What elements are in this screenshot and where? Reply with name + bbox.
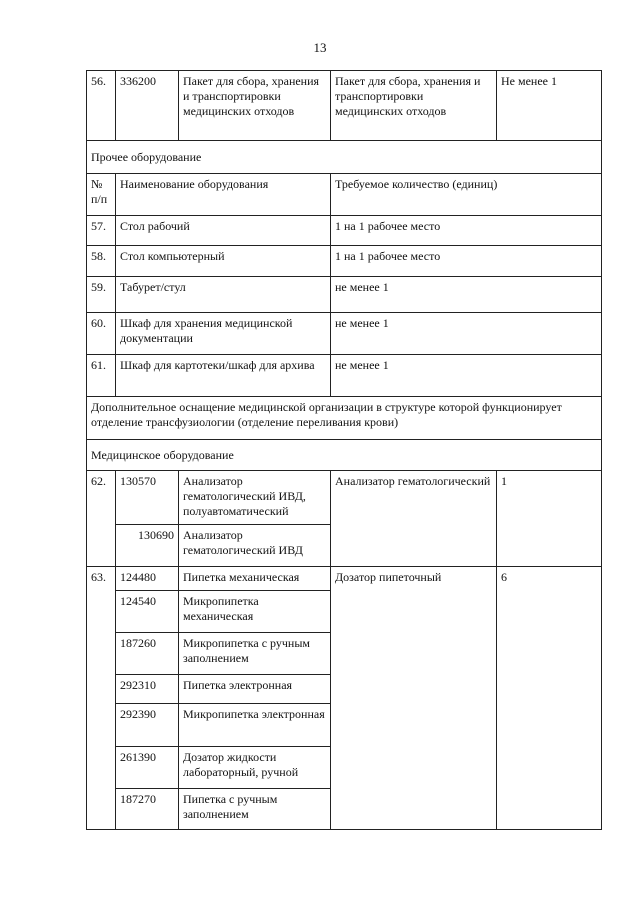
- item-code: 187270: [116, 789, 179, 830]
- table-row-59: [87, 277, 602, 313]
- equipment-type: Пакет для сбора, хранения и транспортировки медицинских отходов: [331, 71, 497, 141]
- equipment-name: Табурет/стул: [116, 277, 331, 313]
- item-name: Дозатор жидкости лабораторный, ручной: [179, 747, 331, 789]
- item-name: Пипетка механическая: [179, 567, 331, 591]
- table-row-56: [87, 71, 602, 141]
- section-other-equipment: Прочее оборудование: [87, 141, 602, 174]
- item-name: Анализатор гематологический ИВД: [179, 525, 331, 567]
- row-number: 62.: [87, 471, 116, 567]
- item-code: 130570: [116, 471, 179, 525]
- section-row: [87, 397, 602, 440]
- row-number: 56.: [87, 71, 116, 141]
- item-name: Пакет для сбора, хранения и транспортировки медицинских отходов: [179, 71, 331, 141]
- item-name: Микропипетка с ручным заполнением: [179, 633, 331, 675]
- item-name: Микропипетка механическая: [179, 591, 331, 633]
- table-row-61: [87, 355, 602, 397]
- section-row: [87, 440, 602, 471]
- required-quantity: не менее 1: [331, 313, 602, 355]
- item-name: Микропипетка электронная: [179, 704, 331, 747]
- equipment-type: Дозатор пипеточный: [331, 567, 497, 830]
- section-row: [87, 141, 602, 174]
- item-code: 292390: [116, 704, 179, 747]
- table-row-60: [87, 313, 602, 355]
- row-number: 60.: [87, 313, 116, 355]
- table-row-62: [87, 471, 602, 525]
- required-quantity: 1 на 1 рабочее место: [331, 216, 602, 246]
- equipment-table: [86, 70, 602, 830]
- page-number: 13: [313, 40, 327, 55]
- required-quantity: 6: [497, 567, 602, 830]
- header-number: № п/п: [87, 174, 116, 216]
- item-code: 130690: [116, 525, 179, 567]
- header-equipment-name: Наименование оборудования: [116, 174, 331, 216]
- item-code: 124480: [116, 567, 179, 591]
- table-row-63: [87, 567, 602, 591]
- row-number: 58.: [87, 246, 116, 277]
- item-name: Пипетка с ручным заполнением: [179, 789, 331, 830]
- item-code: 124540: [116, 591, 179, 633]
- equipment-type: Анализатор гематологический: [331, 471, 497, 567]
- item-code: 292310: [116, 675, 179, 704]
- item-code: 187260: [116, 633, 179, 675]
- equipment-name: Шкаф для хранения медицинской документации: [116, 313, 331, 355]
- equipment-name: Стол рабочий: [116, 216, 331, 246]
- row-number: 61.: [87, 355, 116, 397]
- required-quantity: 1 на 1 рабочее место: [331, 246, 602, 277]
- section-medical-equipment: Медицинское оборудование: [87, 440, 602, 471]
- header-required-quantity: Требуемое количество (единиц): [331, 174, 602, 216]
- table-row-57: [87, 216, 602, 246]
- required-quantity: 1: [497, 471, 602, 567]
- equipment-name: Шкаф для картотеки/шкаф для архива: [116, 355, 331, 397]
- item-name: Анализатор гематологический ИВД, полуавтоматический: [179, 471, 331, 525]
- row-number: 63.: [87, 567, 116, 830]
- required-quantity: Не менее 1: [497, 71, 602, 141]
- item-code: 336200: [116, 71, 179, 141]
- item-code: 261390: [116, 747, 179, 789]
- row-number: 59.: [87, 277, 116, 313]
- required-quantity: не менее 1: [331, 277, 602, 313]
- item-name: Пипетка электронная: [179, 675, 331, 704]
- equipment-name: Стол компьютерный: [116, 246, 331, 277]
- table-row-58: [87, 246, 602, 277]
- table-header-row: [87, 174, 602, 216]
- row-number: 57.: [87, 216, 116, 246]
- required-quantity: не менее 1: [331, 355, 602, 397]
- section-additional-equipment: Дополнительное оснащение медицинской организации в структуре которой функционирует отделение трансфузиологии (отделение переливания крови): [87, 397, 602, 440]
